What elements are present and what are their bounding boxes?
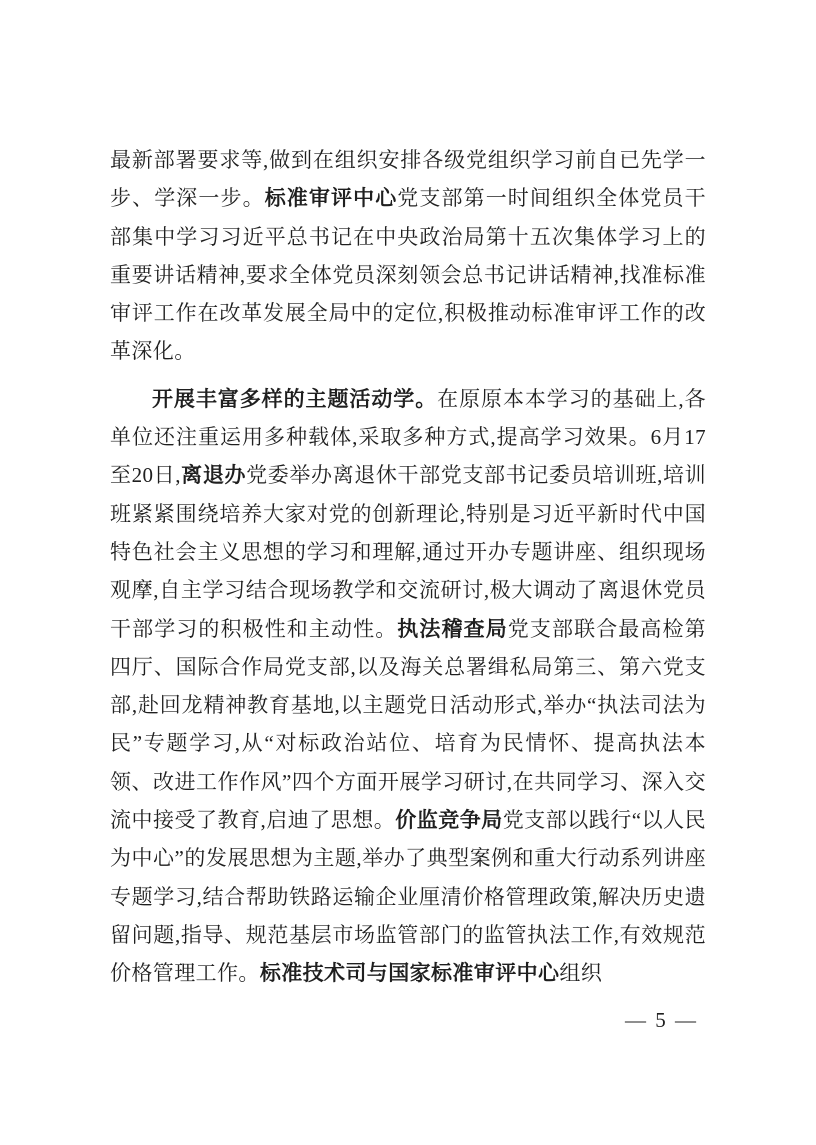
body-text <box>110 141 706 993</box>
text-run: 组织 <box>559 961 603 986</box>
text-run-bold: 标准审评中心 <box>264 186 398 211</box>
text-run: 党委举办离退休干部党支部书记委员培训班,培训班紧紧围绕培养大家对党的创新理论,特别是习近平新时代中国特色社会主义思想的学习和理解,通过开办专题讲座、组织现场观摩,自主学习结合现场教学和交流研讨,极大调动了离退休党员干部学习的积极性和主动性。 <box>110 463 707 641</box>
text-run-bold: 离退办 <box>180 463 247 488</box>
text-run: 党支部第一时间组织全体党员干部集中学习习近平总书记在中央政治局第十五次集体学习上的重要讲话精神,要求全体党员深刻领会总书记讲话精神,找准标准审评工作在改革发展全局中的定位,积极推动标准审评工作的改革深化。 <box>110 186 706 364</box>
text-run: 最新部署要求等,做到在组织安排各级党组织学习前自已先学一步、学深一步。 <box>110 148 706 211</box>
paragraph <box>110 141 706 371</box>
paragraph <box>110 380 706 993</box>
text-run: 党支部以践行“以人民为中心”的发展思想为主题,举办了典型案例和重大行动系列讲座专题学习,结合帮助铁路运输企业厘清价格管理政策,解决历史遗留问题,指导、规范基层市场监管部门的监管执法工作,有效规范价格管理工作。 <box>110 808 707 986</box>
text-run-bold: 开展丰富多样的主题活动学。 <box>152 386 438 411</box>
text-run-bold: 执法稽查局 <box>397 616 508 641</box>
text-run-bold: 价监竞争局 <box>395 808 503 833</box>
text-run: 党支部联合最高检第四厅、国际合作局党支部,以及海关总署缉私局第三、第六党支部,赴回龙精神教育基地,以主题党日活动形式,举办“执法司法为民”专题学习,从“对标政治站位、培育为民情怀、提高执法本领、改进工作作风”四个方面开展学习研讨,在共同学习、深入交流中接受了教育,启迪了思想。 <box>110 616 706 833</box>
text-run-bold: 标准技术司与国家标准审评中心 <box>259 961 560 986</box>
page-number: — 5 — <box>625 1008 698 1032</box>
text-run: 在原原本本学习的基础上,各单位还注重运用多种载体,采取多种方式,提高学习效果。6月17至20日, <box>110 386 706 488</box>
